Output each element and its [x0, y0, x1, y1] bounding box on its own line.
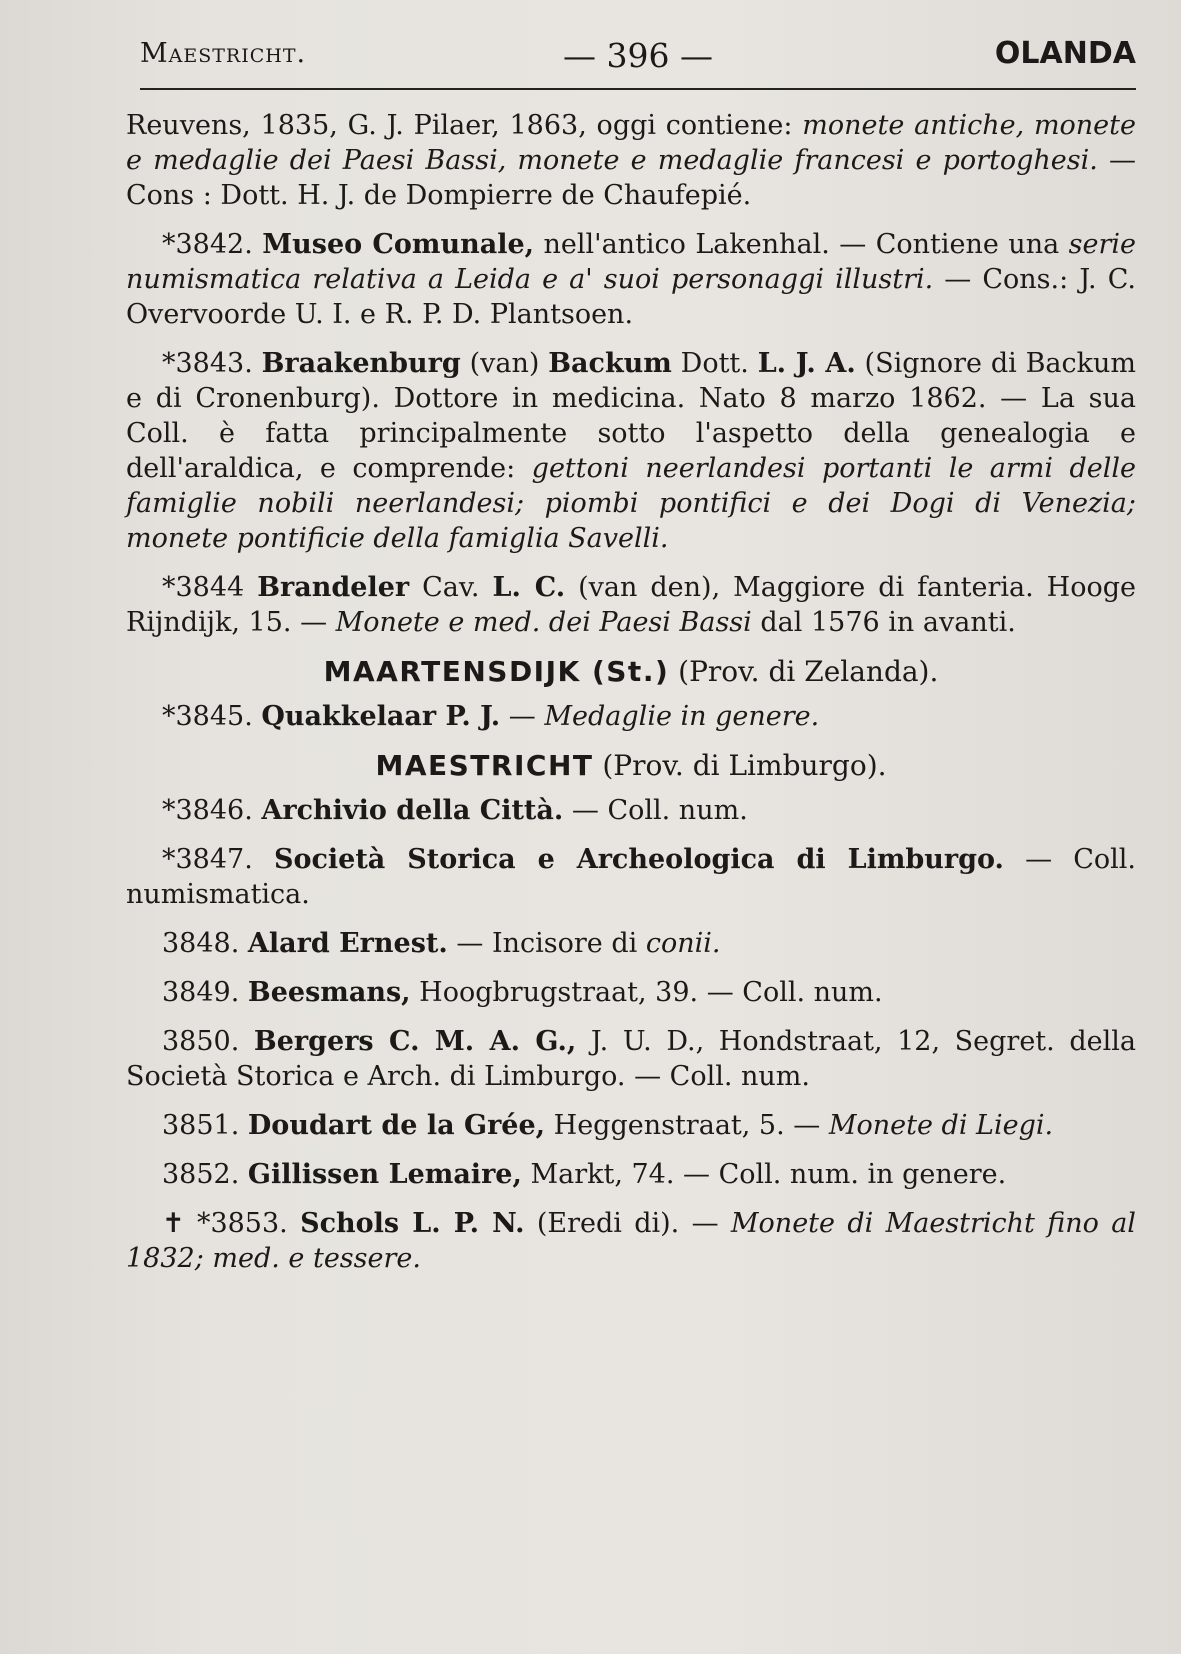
place-heading [126, 654, 1136, 689]
entry-name: Società Storica e Archeologica di Limburgo. [273, 844, 1004, 875]
place-heading [126, 748, 1136, 783]
entry-italic: gettoni neerlandesi portanti le armi delle famiglie nobili neerlandesi; piombi pontifici e dei Dogi di Venezia; monete pontificie della famiglia Savelli. [126, 453, 1136, 554]
entry-3850 [126, 1024, 1136, 1094]
entry-3852 [126, 1157, 1136, 1192]
entry-italic: Medaglie in genere. [544, 701, 820, 732]
entry-3847 [126, 842, 1136, 912]
entry-italic: Monete di Liegi. [828, 1110, 1054, 1141]
place-name: MAESTRICHT [375, 749, 594, 782]
entry-name: Museo Comunale, [262, 229, 535, 260]
entry-3843 [126, 346, 1136, 556]
entry-text: — Coll. num. [563, 795, 748, 826]
entry-text: dal 1576 in avanti. [751, 607, 1016, 638]
entry-name: Archivio della Città. [261, 795, 564, 826]
entry-text: Heggenstraat, 5. — [545, 1110, 829, 1141]
entry-number: 3849. [162, 977, 240, 1008]
entry-continuation [126, 108, 1136, 213]
entry-text: — [500, 701, 545, 732]
entry-number: *3843. [162, 348, 253, 379]
entry-3851 [126, 1108, 1136, 1143]
entry-3846 [126, 793, 1136, 828]
entry-name: Braakenburg [261, 348, 461, 379]
header-rule [140, 88, 1136, 90]
entry-italic: serie numismatica relativa a Leida e a' suoi personaggi illustri. [126, 229, 1136, 295]
entry-name: Brandeler [257, 572, 410, 603]
entry-text: Reuvens, 1835, G. J. Pilaer, 1863, oggi contiene: [126, 110, 803, 141]
entry-italic: Monete e med. dei Paesi Bassi [335, 607, 752, 638]
entry-name: Alard Ernest. [247, 928, 448, 959]
entry-number: *3847. [162, 844, 253, 875]
entry-text: — Cons.: J. C. Overvoorde U. I. e R. P. D. Plantsoen. [126, 264, 1136, 330]
entry-text: — Coll. numismatica. [126, 844, 1137, 910]
province-text: (Prov. di Zelanda). [669, 655, 939, 688]
entry-number: 3850. [162, 1026, 240, 1057]
page-header [140, 34, 1136, 84]
entry-text: Dott. [671, 348, 758, 379]
entry-name: Doudart de la Grée, [247, 1110, 546, 1141]
page-number: — 396 — [563, 36, 713, 75]
entry-3845 [126, 699, 1136, 734]
entry-number: 3851. [162, 1110, 240, 1141]
entry-text: nell'antico Lakenhal. — Contiene una [534, 229, 1069, 260]
entry-number: *3845. [162, 701, 253, 732]
entry-number: 3852. [162, 1159, 240, 1190]
entry-3849 [126, 975, 1136, 1010]
entry-3844 [126, 570, 1136, 640]
entry-italic: monete antiche, monete e medaglie dei Paesi Bassi, monete e medaglie francesi e portoghesi. [126, 110, 1136, 176]
country-heading: OLANDA [994, 36, 1136, 71]
entry-text: (Signore di Backum e di Cronenburg). Dottore in medicina. Nato 8 marzo 1862. — La sua Coll. è fatta principalmente sotto l'aspetto della genealogia e dell'araldica, e comprende: [126, 348, 1136, 484]
entry-number: *3842. [162, 229, 253, 260]
entry-number: *3846. [162, 795, 253, 826]
entry-number: *3844 [162, 572, 245, 603]
entry-text: Hoogbrugstraat, 39. — Coll. num. [410, 977, 883, 1008]
page-body [126, 108, 1136, 1290]
entry-text: Markt, 74. — Coll. num. in genere. [521, 1159, 1007, 1190]
entry-text: (van den), Maggiore di fanteria. Hooge Rijndijk, 15. — [126, 572, 1136, 638]
entry-name: Quakkelaar P. J. [261, 701, 501, 732]
province-text: (Prov. di Limburgo). [593, 749, 887, 782]
entry-name: Bergers C. M. A. G., [253, 1026, 577, 1057]
entry-name: Backum [548, 348, 672, 379]
place-name: MAARTENSDIJK (St.) [323, 655, 670, 688]
entry-italic: conii. [645, 928, 721, 959]
entry-3842 [126, 227, 1136, 332]
running-title: Maestricht. [140, 38, 307, 69]
entry-text: (Eredi di). — [524, 1208, 731, 1239]
entry-name: L. J. A. [757, 348, 856, 379]
entry-number: 3848. [162, 928, 240, 959]
entry-name: L. C. [492, 572, 566, 603]
entry-text: — Incisore di [447, 928, 646, 959]
entry-italic: Monete di Maestricht fino al 1832; med. e tessere. [126, 1208, 1136, 1274]
entry-number: ✝ *3853. [162, 1208, 288, 1239]
entry-text: (van) [460, 348, 549, 379]
entry-text: Cav. [409, 572, 493, 603]
entry-3853 [126, 1206, 1136, 1276]
entry-text: — Cons : Dott. H. J. de Dompierre de Chaufepié. [126, 145, 1136, 211]
entry-3848 [126, 926, 1136, 961]
entry-name: Gillissen Lemaire, [247, 1159, 522, 1190]
entry-text: J. U. D., Hondstraat, 12, Segret. della Società Storica e Arch. di Limburgo. — Coll. num. [126, 1026, 1136, 1092]
entry-name: Schols L. P. N. [300, 1208, 525, 1239]
entry-name: Beesmans, [247, 977, 411, 1008]
